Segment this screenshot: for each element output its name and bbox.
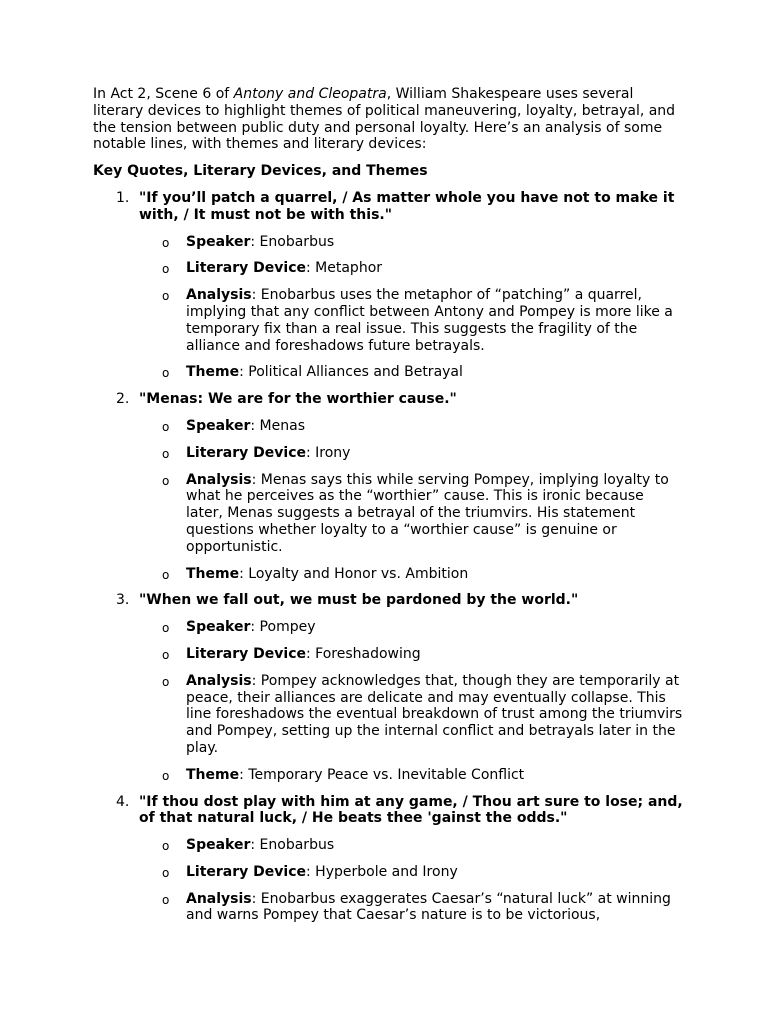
bullet-icon: o [162,366,170,381]
detail-analysis [139,472,683,556]
intro-paragraph [93,86,683,153]
bullet-icon: o [162,419,170,434]
bullet-icon: o [162,567,170,582]
analysis-value: : Enobarbus exaggerates Caesar’s “natural luck” at winning and warns Pompey that Caesar’s nature is to be victorious, [186,890,671,924]
bullet-icon: o [162,865,170,880]
bullet-icon: o [162,262,170,277]
quote-details [139,234,683,382]
bullet-icon: o [162,289,170,304]
speaker-label: Speaker [186,837,251,854]
analysis-label: Analysis [186,471,252,488]
quote-number: 2. [116,391,130,408]
device-value: : Foreshadowing [306,645,421,662]
detail-analysis [139,891,683,925]
analysis-label: Analysis [186,672,252,689]
detail-speaker [139,418,683,435]
detail-theme [139,566,683,583]
speaker-label: Speaker [186,417,251,434]
device-value: : Hyperbole and Irony [306,863,458,880]
quote-item [93,794,683,925]
quote-text: "If thou dost play with him at any game, / Thou art sure to lose; and, of that natural luck, / He beats thee 'gainst the odds." [139,793,683,827]
detail-device [139,646,683,663]
speaker-value: : Pompey [250,619,316,636]
quote-item [93,391,683,582]
detail-speaker [139,234,683,251]
bullet-icon: o [162,674,170,689]
detail-analysis [139,287,683,354]
device-value: : Irony [306,444,351,461]
theme-value: : Temporary Peace vs. Inevitable Conflict [239,766,525,783]
quote-item [93,190,683,381]
document-body [93,86,683,934]
quote-details [139,837,683,924]
speaker-label: Speaker [186,233,251,250]
intro-suffix: , William Shakespeare uses several literary devices to highlight themes of political maneuvering, loyalty, betrayal, and the tension between public duty and personal loyalty. Here’s an analysis of some notable lines, with themes and literary devices: [93,86,676,153]
device-label: Literary Device [186,260,306,277]
play-title: Antony and Cleopatra [233,86,387,102]
quote-number: 4. [116,793,130,810]
quote-item [93,592,683,783]
theme-label: Theme [186,766,240,783]
analysis-label: Analysis [186,287,252,304]
quote-number: 3. [116,592,130,609]
detail-device [139,864,683,881]
device-label: Literary Device [186,645,306,662]
speaker-label: Speaker [186,619,251,636]
detail-analysis [139,673,683,757]
theme-value: : Loyalty and Honor vs. Ambition [239,565,469,582]
speaker-value: : Menas [250,417,305,434]
bullet-icon: o [162,235,170,250]
theme-label: Theme [186,364,240,381]
quote-text: "If you’ll patch a quarrel, / As matter whole you have not to make it with, / It must not be with this." [139,189,675,223]
bullet-icon: o [162,892,170,907]
detail-theme [139,364,683,381]
device-label: Literary Device [186,444,306,461]
bullet-icon: o [162,839,170,854]
detail-theme [139,767,683,784]
bullet-icon: o [162,647,170,662]
quote-text: "Menas: We are for the worthier cause." [139,391,457,408]
theme-value: : Political Alliances and Betrayal [239,364,463,381]
detail-speaker [139,619,683,636]
analysis-value: : Pompey acknowledges that, though they are temporarily at peace, their alliances are delicate and may eventually collapse. This line foreshadows the eventual breakdown of trust among the triumvirs and Pompey, setting up the internal conflict and betrayals later in the play. [186,672,683,756]
analysis-label: Analysis [186,890,252,907]
speaker-value: : Enobarbus [250,837,335,854]
detail-speaker [139,837,683,854]
quote-details [139,418,683,582]
detail-device [139,260,683,277]
bullet-icon: o [162,473,170,488]
bullet-icon: o [162,768,170,783]
bullet-icon: o [162,621,170,636]
quote-list [93,190,683,924]
quote-number: 1. [116,189,130,206]
analysis-value: : Menas says this while serving Pompey, implying loyalty to what he perceives as the “worthier” cause. This is ironic because later, Menas suggests a betrayal of the triumvirs. His statement questions whether loyalty to a “worthier cause” is genuine or opportunistic. [186,471,669,555]
intro-prefix: In Act 2, Scene 6 of [93,86,234,102]
bullet-icon: o [162,446,170,461]
speaker-value: : Enobarbus [250,233,335,250]
section-heading: Key Quotes, Literary Devices, and Themes [93,163,428,180]
quote-details [139,619,683,783]
device-value: : Metaphor [306,260,383,277]
analysis-value: : Enobarbus uses the metaphor of “patching” a quarrel, implying that any conflict between Antony and Pompey is more like a temporary fix than a real issue. This suggests the fragility of the alliance and foreshadows future betrayals. [186,287,673,354]
theme-label: Theme [186,565,240,582]
device-label: Literary Device [186,863,306,880]
detail-device [139,445,683,462]
quote-text: "When we fall out, we must be pardoned by the world." [139,592,579,609]
